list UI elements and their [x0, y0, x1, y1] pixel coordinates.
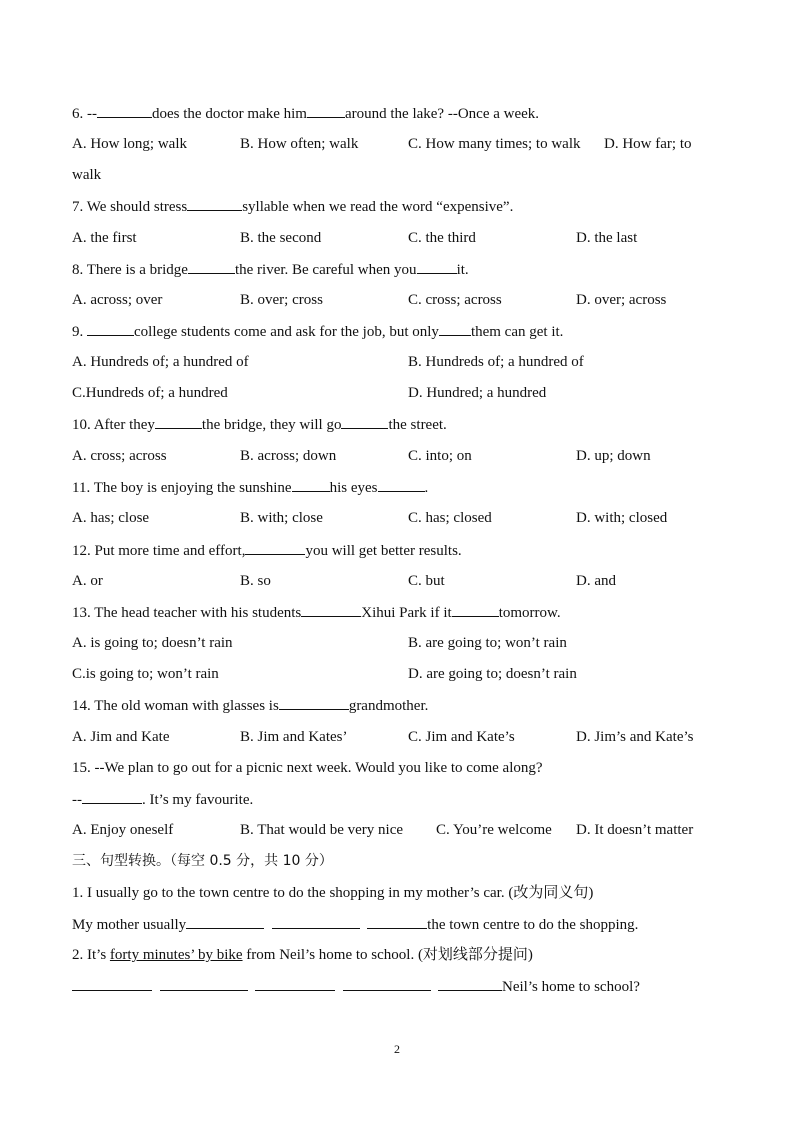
answer-blank[interactable]	[439, 321, 471, 336]
transform-question-1	[72, 883, 724, 903]
question-15-options	[72, 820, 724, 840]
option-a[interactable]: A. Hundreds of; a hundred of	[72, 354, 249, 370]
option-b[interactable]: B. Hundreds of; a hundred of	[408, 354, 584, 370]
transform-answer-1	[72, 914, 724, 935]
option-b[interactable]: B. so	[240, 573, 271, 589]
answer-blank[interactable]	[82, 789, 142, 804]
option-d[interactable]: D. It doesn’t matter	[576, 822, 694, 838]
section-heading: 三、句型转换。（每空 0.5 分，共 10 分）	[72, 853, 333, 869]
answer-blank[interactable]	[188, 259, 235, 274]
option-d[interactable]: D. up; down	[576, 448, 651, 464]
option-b[interactable]: B. How often; walk	[240, 136, 359, 152]
question-14-options	[72, 727, 724, 747]
question-6	[72, 103, 724, 124]
answer-suffix: the town centre to do the shopping.	[427, 917, 639, 933]
question-8	[72, 259, 724, 280]
option-d[interactable]: D. Jim’s and Kate’s	[576, 729, 694, 745]
answer-blank[interactable]	[301, 602, 361, 617]
question-12	[72, 540, 724, 561]
question-text: Put more time and effort,	[94, 543, 246, 559]
question-10-options	[72, 446, 724, 466]
question-number: 12.	[72, 543, 91, 559]
question-number: 14.	[72, 698, 91, 714]
question-text: the street.	[388, 417, 447, 433]
answer-suffix: Neil’s home to school?	[502, 979, 640, 995]
answer-blank[interactable]	[341, 414, 388, 429]
option-a[interactable]: A. or	[72, 573, 103, 589]
question-text: Xihui Park if it	[361, 605, 452, 621]
answer-blank[interactable]	[245, 540, 305, 555]
question-13-options-row-1	[72, 633, 724, 653]
question-text: It’s	[87, 947, 107, 963]
page-number: 2	[394, 1042, 400, 1056]
question-number: 10.	[72, 417, 91, 433]
question-text: around the lake? --Once a week.	[344, 106, 540, 122]
question-text: grandmother.	[348, 698, 429, 714]
option-a[interactable]: A. across; over	[72, 292, 163, 308]
answer-blank[interactable]	[72, 976, 152, 991]
option-b[interactable]: B. across; down	[240, 448, 337, 464]
option-a[interactable]: A. Enjoy oneself	[72, 822, 174, 838]
option-d-continued: walk	[72, 167, 102, 183]
answer-blank[interactable]	[87, 321, 134, 336]
answer-blank[interactable]	[186, 914, 264, 929]
option-c[interactable]: C. You’re welcome	[436, 822, 552, 838]
option-b[interactable]: B. over; cross	[240, 292, 323, 308]
answer-blank[interactable]	[255, 976, 335, 991]
question-text: the river. Be careful when you	[234, 262, 417, 278]
answer-blank[interactable]	[367, 914, 427, 929]
question-11-options	[72, 508, 724, 528]
question-text: There is a bridge	[86, 262, 188, 278]
option-d[interactable]: D. Hundred; a hundred	[408, 385, 547, 401]
question-number: 8.	[72, 262, 84, 278]
question-text: from Neil’s home to school. (对划线部分提问)	[246, 947, 533, 963]
answer-blank[interactable]	[307, 103, 345, 118]
answer-blank[interactable]	[160, 976, 248, 991]
answer-blank[interactable]	[155, 414, 202, 429]
question-text: .	[424, 480, 429, 496]
question-text: --	[87, 106, 97, 122]
question-number: 9.	[72, 324, 84, 340]
question-number: 1.	[72, 885, 84, 901]
question-9-options-row-1	[72, 352, 724, 372]
option-a[interactable]: A. How long; walk	[72, 136, 187, 152]
question-15	[72, 758, 724, 778]
question-11	[72, 477, 724, 498]
question-14	[72, 695, 724, 716]
option-a[interactable]: A. the first	[72, 230, 137, 246]
question-text: you will get better results.	[305, 543, 462, 559]
option-d[interactable]: D. How far; to	[604, 136, 692, 152]
option-c[interactable]: C. Jim and Kate’s	[408, 729, 515, 745]
question-15-response	[72, 789, 724, 810]
option-c[interactable]: C. How many times; to walk	[408, 136, 581, 152]
answer-blank[interactable]	[438, 976, 502, 991]
question-text: The head teacher with his students	[94, 605, 302, 621]
answer-blank[interactable]	[417, 259, 457, 274]
question-text: syllable when we read the word “expensive”.	[242, 199, 514, 215]
option-a[interactable]: A. is going to; doesn’t rain	[72, 635, 233, 651]
answer-prefix: My mother usually	[72, 917, 187, 933]
option-b[interactable]: B. the second	[240, 230, 322, 246]
question-7	[72, 196, 724, 217]
answer-blank[interactable]	[187, 196, 242, 211]
question-number: 11.	[72, 480, 91, 496]
option-c[interactable]: C. the third	[408, 230, 476, 246]
question-8-options	[72, 290, 724, 310]
question-text: . It’s my favourite.	[142, 792, 254, 808]
option-d[interactable]: D. with; closed	[576, 510, 668, 526]
option-b[interactable]: B. with; close	[240, 510, 323, 526]
question-text: the bridge, they will go	[201, 417, 342, 433]
answer-blank[interactable]	[452, 602, 499, 617]
answer-blank[interactable]	[378, 477, 425, 492]
option-a[interactable]: A. cross; across	[72, 448, 167, 464]
question-text: We should stress	[86, 199, 188, 215]
option-c[interactable]: C.Hundreds of; a hundred	[72, 385, 228, 401]
question-text: I usually go to the town centre to do the shopping in my mother’s car. (改为同义句)	[87, 885, 594, 901]
question-text: it.	[456, 262, 469, 278]
question-number: 7.	[72, 199, 84, 215]
question-number: 6.	[72, 106, 84, 122]
option-d[interactable]: D. are going to; doesn’t rain	[408, 666, 577, 682]
underlined-phrase: forty minutes’ by bike	[109, 947, 243, 963]
option-c[interactable]: C. but	[408, 573, 445, 589]
option-c[interactable]: C.is going to; won’t rain	[72, 666, 219, 682]
question-number: 13.	[72, 605, 91, 621]
option-d[interactable]: D. the last	[576, 230, 638, 246]
question-text: --	[72, 792, 82, 808]
transform-question-2	[72, 945, 724, 965]
question-13-options-row-2	[72, 664, 724, 684]
question-text: does the doctor make him	[152, 106, 307, 122]
answer-blank[interactable]	[279, 695, 349, 710]
option-b[interactable]: B. Jim and Kates’	[240, 729, 348, 745]
question-6-options	[72, 134, 724, 154]
question-text: them can get it.	[470, 324, 564, 340]
question-text: his eyes	[329, 480, 378, 496]
question-13	[72, 602, 724, 623]
option-c[interactable]: C. cross; across	[408, 292, 502, 308]
option-b[interactable]: B. are going to; won’t rain	[408, 635, 567, 651]
question-text: The old woman with glasses is	[94, 698, 279, 714]
option-a[interactable]: A. has; close	[72, 510, 150, 526]
option-d[interactable]: D. and	[576, 573, 616, 589]
option-c[interactable]: C. has; closed	[408, 510, 492, 526]
question-text: tomorrow.	[498, 605, 561, 621]
question-9-options-row-2	[72, 383, 724, 403]
answer-blank[interactable]	[97, 103, 152, 118]
question-number: 15.	[72, 760, 91, 776]
option-c[interactable]: C. into; on	[408, 448, 472, 464]
transform-answer-2	[72, 976, 724, 997]
answer-blank[interactable]	[292, 477, 330, 492]
option-a[interactable]: A. Jim and Kate	[72, 729, 170, 745]
question-number: 2.	[72, 947, 84, 963]
answer-blank[interactable]	[272, 914, 360, 929]
question-text: college students come and ask for the job, but only	[134, 324, 439, 340]
question-7-options	[72, 228, 724, 248]
question-text: The boy is enjoying the sunshine	[93, 480, 292, 496]
question-text: After they	[93, 417, 155, 433]
question-10	[72, 414, 724, 435]
answer-blank[interactable]	[343, 976, 431, 991]
option-b[interactable]: B. That would be very nice	[240, 822, 404, 838]
question-12-options	[72, 571, 724, 591]
question-text: --We plan to go out for a picnic next week. Would you like to come along?	[94, 760, 543, 776]
option-d[interactable]: D. over; across	[576, 292, 667, 308]
question-9	[72, 321, 724, 342]
